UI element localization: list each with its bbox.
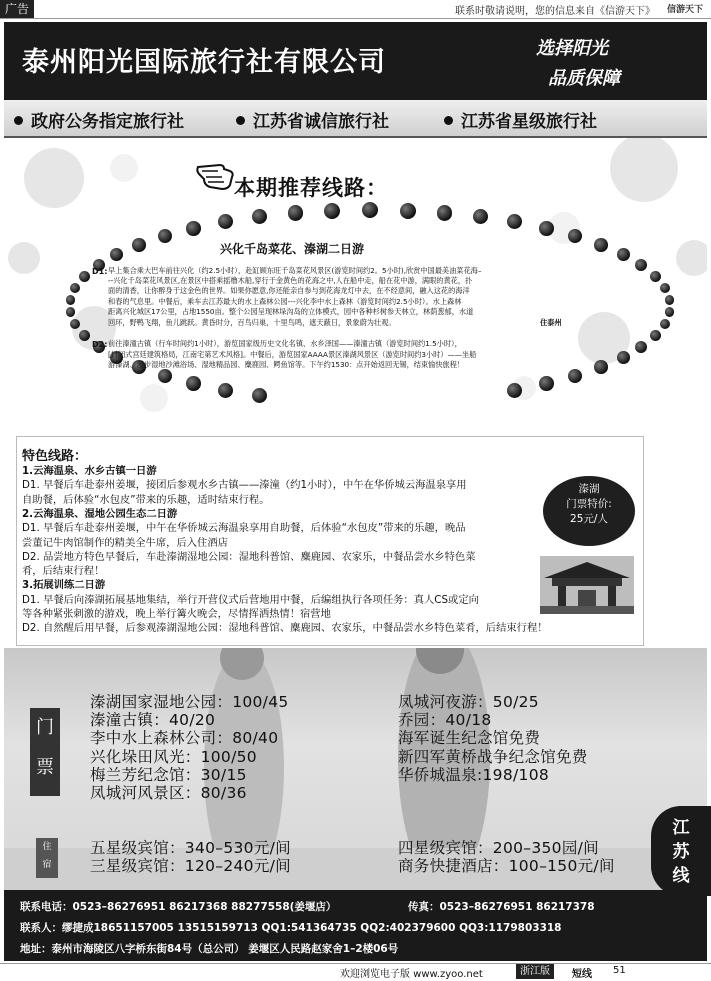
ticket-price: 溱潼古镇：40/20 <box>90 711 216 730</box>
bead <box>660 319 670 329</box>
day1-line: 早上集合乘大巴车前往兴化（约2.5小时），赴缸顾东旺千岛菜花风景区(游览时间约2。5小时),欣赏中国最美油菜花海– <box>108 266 482 275</box>
special-route-line: D1. 早餐后向溱湖拓展基地集结，举行开营仪式后营地用中餐，后编组执行各项任务：真人CS或定向 <box>22 593 479 606</box>
ticket-price: 兴化垛田风光：100/50 <box>90 747 257 766</box>
region-tab: 江 苏 线 <box>651 806 711 896</box>
special-route-line: 自助餐，后体验“水包皮”带来的乐趣，适时结束行程。 <box>22 493 270 506</box>
ticket-price: 李中水上森林公司：80/40 <box>90 729 279 748</box>
bullet-icon <box>444 116 453 125</box>
special-route-line: D2. 自然醒后用早餐，后参观溱湖湿地公园：湿地科普馆、麋鹿园、农家乐，中餐品尝水乡特色菜肴，后结束行程！ <box>22 622 548 635</box>
day1-line: --兴化千岛菜花风景区,在景区中搭乘摇橹木船,穿行于金黄色的花海之中,人在船中走，船在花中游，满眼的黄花，扑 <box>108 276 473 285</box>
bead <box>186 376 201 391</box>
lodging-label: 住 宿 <box>36 838 58 878</box>
bead <box>617 351 630 364</box>
bead <box>650 271 661 282</box>
qualification-item: 政府公务指定旅行社 <box>14 107 184 132</box>
top-note: 联系时敬请说明，您的信息来自《信游天下》 <box>455 6 655 17</box>
special-route-line: D1. 早餐后车赴泰州姜堰，中午在华侨城云海温泉享用自助餐，后体验“水包皮”带来的乐趣，晚品 <box>22 522 466 535</box>
bead <box>539 221 554 236</box>
recommend-title: 本期推荐线路： <box>234 175 388 200</box>
ticket-price: 梅兰芳纪念馆：30/15 <box>90 765 247 784</box>
lodging-price: 四星级宾馆：200–350园/间 <box>398 839 599 857</box>
special-route-line: 肴，后结束行程！ <box>22 565 105 578</box>
lodging-price: 三星级宾馆：120–240元/间 <box>90 857 291 875</box>
special-route-heading: 1.云海温泉、水乡古镇一日游 <box>22 465 157 477</box>
pointing-hand-icon <box>196 157 236 191</box>
day2-label: D2: <box>92 340 108 349</box>
edition-label: 浙江版 <box>516 964 554 979</box>
bead <box>665 307 674 316</box>
special-route-line: 尝董记牛肉馆制作的精美全牛席，后入住酒店 <box>22 536 228 549</box>
lodging-price: 五星级宾馆：340–530元/间 <box>90 839 291 857</box>
bead <box>665 295 674 304</box>
bead <box>186 221 201 236</box>
ticket-price: 新四军黄桥战争纪念馆免费 <box>398 747 588 766</box>
page-number: 51 <box>613 965 626 976</box>
ticket-price: 凤城河夜游：50/25 <box>398 693 539 711</box>
bead <box>218 383 233 398</box>
magazine-logo: 信游天下 <box>666 5 703 15</box>
day1-line: 回环，野鸭飞翔，鱼儿跳跃。黄昏时分，百鸟归巢，十里鸟鸣，遮天蔽日，景象蔚为壮观。 <box>108 318 396 327</box>
bead <box>594 238 607 251</box>
qualification-item: 江苏省诚信旅行社 <box>236 107 389 132</box>
company-name: 泰州阳光国际旅行社有限公司 <box>22 47 386 78</box>
day1-line: 距离兴化城区17公里，占地1550亩。整个公园呈现林垛沟岛的立体模式，园中各种杉树参天林立，林荫葱郁，水道 <box>108 307 474 316</box>
special-route-line: D2. 品尝地方特色早餐后，车赴溱湖湿地公园：湿地科普馆、麋鹿园、农家乐，中餐品尝水乡特色菜 <box>22 550 476 563</box>
special-route-heading: 3.拓展训练二日游 <box>22 579 106 592</box>
day1-line: 和春的气息里。中餐后，乘车去江苏最大的水上森林公园---兴化李中水上森林（游览时间约2.5小时）。水上森林 <box>108 297 462 306</box>
bead <box>132 238 145 251</box>
bead <box>400 203 416 219</box>
ticket-price: 乔园：40/18 <box>398 711 492 730</box>
bead <box>288 205 304 221</box>
ad-tag: 广告 <box>0 0 34 18</box>
day2-line: 游溱湖、漫步湿地沙滩浴场、湿地精品园、麋鹿园、鳄鱼馆等。下午约1530：点开始返回无锡，结束愉快旅程！ <box>108 360 465 369</box>
day2-line: 前往溱潼古镇（行车时间约1小时），游览国家级历史文化名镇、水乡泽国——溱潼古镇（游览时间约1.5小时）， <box>108 339 462 348</box>
bead <box>66 295 75 304</box>
lodging-price: 商务快捷酒店：100–150元/间 <box>398 857 615 875</box>
contact-fax: 传真：0523–86276951 86217378 <box>408 901 595 913</box>
badge-line: 溱湖 <box>578 483 600 495</box>
day1-line: 面的清香，让你醉身于这金色的世界。如果你愿意,你还能亲自参与到花海龙灯中去，在不经意间，融入这花的海洋 <box>108 286 470 295</box>
bead <box>660 283 670 293</box>
ticket-price: 华侨城温泉:198/108 <box>398 765 550 784</box>
special-title: 特色线路： <box>22 449 88 464</box>
contact-person: 联系人：缪捷成18651157005 13515159713 QQ1:541364735 QQ2:402379600 QQ3:1179803318 <box>20 922 562 934</box>
bead <box>110 248 123 261</box>
bead <box>539 376 554 391</box>
day1-label: D1: <box>92 267 108 276</box>
bead <box>507 383 522 398</box>
day2-line: [封闭式宫廷建筑格局，江南宅第艺术风格]。中餐后，游览国家AAAA景区溱湖风景区（游览时间约3小时）——坐船 <box>108 350 477 359</box>
bullet-icon <box>236 116 245 125</box>
contact-address: 地址：泰州市海陵区八字桥东街84号（总公司） 姜堰区人民路赵家舍1–2楼06号 <box>20 943 399 955</box>
contact-phone: 联系电话：0523–86276951 86217368 88277558(姜堰店） <box>20 901 337 913</box>
bead <box>617 248 630 261</box>
bead <box>158 369 172 383</box>
qualification-bar <box>4 100 707 138</box>
bead <box>362 202 378 218</box>
website-note: 欢迎浏览电子版 www.zyoo.net <box>340 969 483 980</box>
bead <box>66 307 75 316</box>
ticket-label: 门 票 <box>30 708 60 796</box>
special-route-heading: 2.云海温泉、湿地公园生态二日游 <box>22 507 178 520</box>
slogan-line-1: 选择阳光 <box>536 38 608 59</box>
slogan-line-2: 品质保障 <box>548 68 620 89</box>
day1-stay: 住泰州 <box>540 318 562 327</box>
ticket-price: 海军诞生纪念馆免费 <box>398 729 541 748</box>
qualification-item: 江苏省星级旅行社 <box>444 107 597 132</box>
bead <box>594 360 607 373</box>
bullet-icon <box>14 116 23 125</box>
bead <box>158 229 172 243</box>
ticket-price: 溱湖国家湿地公园：100/45 <box>90 693 289 711</box>
badge-line: 25元/人 <box>570 513 608 525</box>
ticket-price: 凤城河风景区：80/36 <box>90 784 247 802</box>
route-title: 兴化千岛菜花、溱湖二日游 <box>220 242 365 256</box>
bead <box>324 203 340 219</box>
gate-photo <box>540 556 634 614</box>
ticket-price-badge <box>543 476 635 546</box>
badge-line: 门票特价: <box>566 498 612 510</box>
bead <box>650 330 661 341</box>
section-label: 短线 <box>572 969 592 980</box>
special-route-line: 等各种紧张刺激的游戏，晚上举行篝火晚会，尽情挥洒热情！宿营地 <box>22 608 331 620</box>
special-route-line: D1. 早餐后车赴泰州姜堰，接团后参观水乡古镇——溱潼（约1小时），中午在华侨城云海温泉享用 <box>22 479 467 492</box>
